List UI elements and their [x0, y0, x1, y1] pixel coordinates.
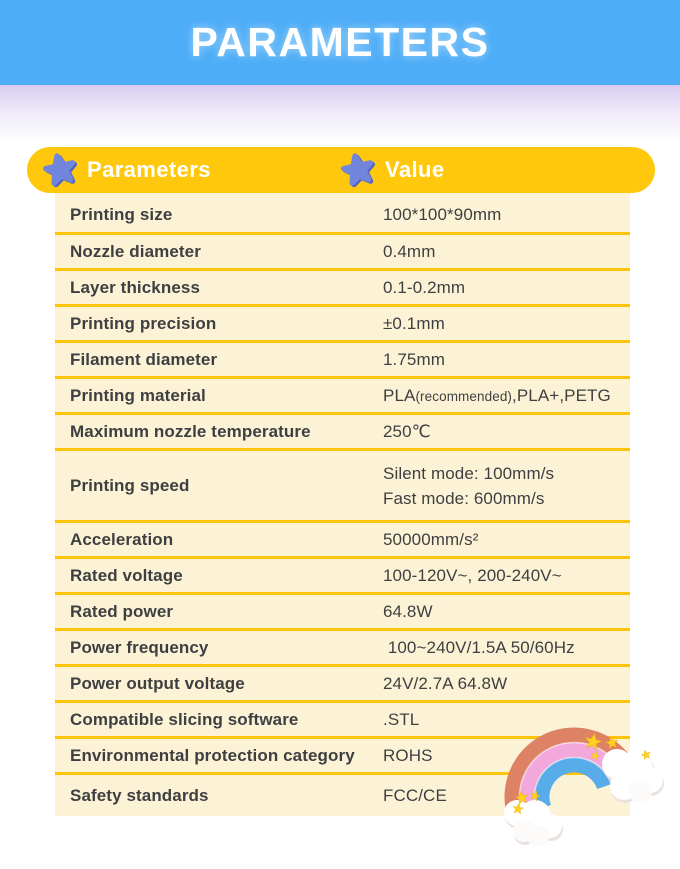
table-row — [55, 307, 630, 343]
table-row — [55, 667, 630, 703]
param-cell: Power frequency — [70, 637, 209, 657]
table-row — [55, 193, 630, 235]
table-row — [55, 271, 630, 307]
page-title: PARAMETERS — [190, 19, 490, 65]
value-cell: 64.8W — [383, 602, 433, 621]
value-cell: 24V/2.7A 64.8W — [383, 674, 508, 693]
table-row — [55, 523, 630, 559]
star-icon — [341, 153, 375, 187]
header-value — [341, 147, 444, 193]
star-icon — [43, 153, 77, 187]
header-parameters — [43, 147, 211, 193]
page-banner — [0, 0, 680, 85]
param-cell: Rated voltage — [70, 565, 183, 585]
table-header — [27, 147, 655, 193]
param-cell: Safety standards — [70, 785, 209, 805]
value-cell: ±0.1mm — [383, 314, 445, 333]
param-cell: Acceleration — [70, 529, 174, 549]
param-cell: Power output voltage — [70, 673, 245, 693]
cloud-right — [602, 749, 664, 803]
header-parameters-label: Parameters — [87, 157, 211, 182]
table-row — [55, 595, 630, 631]
value-cell: 1.75mm — [383, 350, 446, 369]
value-cell: 250℃ — [383, 422, 431, 441]
value-cell: 100~240V/1.5A 50/60Hz — [383, 638, 575, 657]
param-cell: Filament diameter — [70, 349, 218, 369]
value-cell: PLA(recommended),PLA+,PETG — [383, 385, 611, 405]
value-cell: 0.1-0.2mm — [383, 278, 466, 297]
table-row — [55, 379, 630, 415]
value-cell: 50000mm/s² — [383, 530, 479, 549]
table-row — [55, 631, 630, 667]
banner-gradient — [0, 85, 680, 143]
param-cell: Printing speed — [70, 475, 190, 495]
value-cell: ROHS — [383, 746, 433, 765]
param-cell: Environmental protection category — [70, 745, 355, 765]
param-cell: Printing size — [70, 204, 173, 224]
table-row — [55, 343, 630, 379]
table-row — [55, 451, 630, 523]
table-row — [55, 415, 630, 451]
param-cell: Nozzle diameter — [70, 241, 201, 261]
table-row — [55, 235, 630, 271]
param-cell: Printing material — [70, 385, 206, 405]
value-cell: .STL — [383, 710, 420, 729]
rainbow-decoration — [493, 700, 680, 862]
param-cell: Maximum nozzle temperature — [70, 421, 311, 441]
param-cell: Printing precision — [70, 313, 217, 333]
value-cell: 100-120V~, 200-240V~ — [383, 566, 562, 585]
param-cell: Compatible slicing software — [70, 709, 299, 729]
header-value-label: Value — [385, 157, 445, 182]
param-cell: Rated power — [70, 601, 174, 621]
value-cell: Silent mode: 100mm/s Fast mode: 600mm/s — [383, 463, 555, 508]
value-cell: 0.4mm — [383, 242, 436, 261]
value-cell: 100*100*90mm — [383, 205, 502, 224]
param-cell: Layer thickness — [70, 277, 201, 297]
table-row — [55, 559, 630, 595]
value-cell: FCC/CE — [383, 786, 447, 805]
cloud-bottom — [504, 800, 563, 847]
